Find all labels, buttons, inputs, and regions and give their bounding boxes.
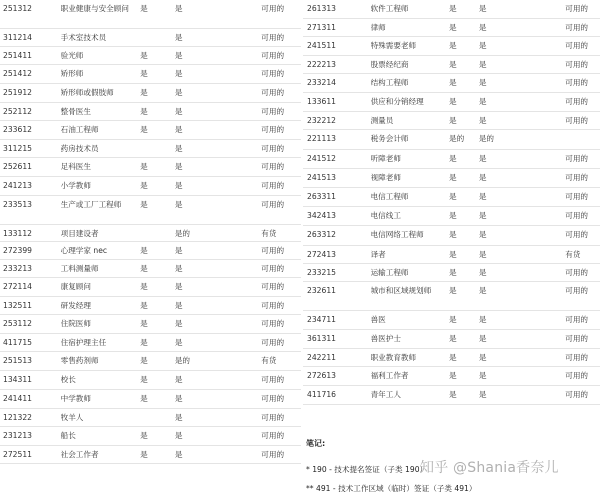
left-occupation-table [0,0,301,464]
table-row [0,177,301,196]
occupation-code: 231213 [3,431,32,440]
occupation-title: 住宿护理主任 [60,338,107,347]
eligibility-190: 是 [449,116,457,125]
table-row [303,19,600,37]
occupation-code: 361311 [307,334,336,343]
availability-status: 可用的 [565,116,589,125]
occupation-code: 261313 [307,4,336,13]
table-row [0,427,301,446]
table-row [0,0,301,29]
eligibility-190: 是 [140,51,148,60]
availability-status: 可用的 [261,88,285,97]
occupation-title: 测量员 [370,116,394,125]
availability-status: 可用的 [565,192,589,201]
occupation-title: 住院医师 [60,319,91,328]
eligibility-491: 是 [478,116,487,125]
eligibility-491: 是 [478,97,487,106]
occupation-title: 股票经纪商 [370,60,409,69]
occupation-code: 411715 [3,338,32,347]
availability-status: 可用的 [565,154,589,163]
table-row [303,112,600,130]
table-row [0,409,301,427]
availability-status: 可用的 [565,390,589,399]
occupation-code: 132511 [3,301,32,310]
availability-status: 可用的 [565,353,589,362]
eligibility-491: 是 [174,375,183,384]
table-row [0,352,301,371]
eligibility-190: 是 [449,353,457,362]
occupation-code: 242211 [307,353,336,362]
eligibility-491: 是的 [478,134,495,143]
table-row [0,225,301,242]
occupation-title: 船长 [60,431,76,440]
eligibility-190: 是的 [449,134,465,143]
eligibility-190: 是 [140,431,148,440]
occupation-title: 足科医生 [60,162,91,171]
availability-status: 可用的 [261,450,285,459]
eligibility-491: 是 [478,334,487,343]
occupation-code: 233612 [3,125,32,134]
occupation-title: 视障老师 [370,173,401,182]
occupation-title: 心理学家 nec [60,246,108,255]
availability-status: 可用的 [261,200,285,209]
eligibility-190: 是 [140,246,148,255]
occupation-code: 251513 [3,356,32,365]
eligibility-190: 是 [140,375,148,384]
eligibility-190 [140,409,175,412]
eligibility-491: 是 [478,41,487,50]
eligibility-190: 是 [449,97,457,106]
eligibility-190: 是 [449,371,457,380]
occupation-title: 验光师 [60,51,84,60]
occupation-code: 342413 [307,211,336,220]
availability-status: 有货 [261,356,277,365]
table-row [303,282,600,311]
eligibility-190 [140,29,175,32]
table-row [303,330,600,349]
availability-status: 可用的 [565,211,589,220]
availability-status: 可用的 [261,107,285,116]
table-row [0,334,301,352]
availability-status: 可用的 [261,413,285,422]
occupation-code: 134311 [3,375,32,384]
availability-status: 可用的 [565,4,589,13]
occupation-code: 252112 [3,107,32,116]
availability-status: 可用的 [261,162,285,171]
table-row [0,121,301,140]
eligibility-491: 是 [174,107,183,116]
eligibility-491: 是 [174,162,183,171]
eligibility-491: 是 [174,69,183,78]
eligibility-491: 是 [478,154,487,163]
eligibility-491: 是 [174,125,183,134]
availability-status: 可用的 [565,286,589,295]
eligibility-190: 是 [449,390,457,399]
eligibility-491: 是 [174,301,183,310]
eligibility-491: 是 [478,315,487,324]
table-row [303,0,600,19]
availability-status: 可用的 [565,315,589,324]
occupation-code: 251312 [3,4,32,13]
occupation-code: 252611 [3,162,32,171]
eligibility-190: 是 [449,4,457,13]
table-row [303,74,600,93]
eligibility-491: 是 [174,413,183,422]
table-row [303,188,600,207]
eligibility-190: 是 [140,319,148,328]
occupation-title: 电信工程师 [370,192,409,201]
occupation-code: 271311 [307,23,336,32]
eligibility-491: 是 [174,450,183,459]
occupation-code: 232212 [307,116,336,125]
occupation-code: 263311 [307,192,336,201]
occupation-code: 272114 [3,282,32,291]
eligibility-190 [140,140,175,143]
eligibility-491: 是 [478,371,487,380]
eligibility-190: 是 [140,69,148,78]
occupation-title: 电信网络工程师 [370,230,424,239]
eligibility-190: 是 [140,88,148,97]
availability-status: 可用的 [261,125,285,134]
eligibility-190: 是 [449,286,457,295]
eligibility-190: 是 [140,107,148,116]
eligibility-491: 是 [174,394,183,403]
occupation-code: 251912 [3,88,32,97]
table-row [303,367,600,386]
eligibility-190: 是 [449,268,457,277]
watermark-text: 知乎 @Shania香奈儿 [420,460,559,476]
note-line-491: ** 491 - 技术工作区域（临时）签证（子类 491） [306,484,477,493]
occupation-code: 234711 [307,315,336,324]
availability-status: 可用的 [261,264,285,273]
availability-status: 可用的 [261,375,285,384]
eligibility-190: 是 [449,154,457,163]
occupation-title: 项目建设者 [60,229,99,238]
availability-status: 可用的 [261,51,285,60]
occupation-title: 社会工作者 [60,450,99,459]
occupation-title: 特殊需要老师 [370,41,417,50]
occupation-code: 241411 [3,394,32,403]
eligibility-190: 是 [449,60,457,69]
note-line-190: * 190 - 技术提名签证（子类 190） [306,465,428,474]
eligibility-491: 是 [478,230,487,239]
table-row [303,56,600,74]
occupation-title: 律师 [370,23,386,32]
occupation-code: 272613 [307,371,336,380]
table-row [303,311,600,330]
eligibility-190: 是 [449,41,457,50]
eligibility-491: 是 [478,286,487,295]
table-row [0,29,301,47]
occupation-title: 康复顾问 [60,282,91,291]
eligibility-190: 是 [449,315,457,324]
eligibility-190: 是 [449,78,457,87]
occupation-title: 工料测量师 [60,264,99,273]
availability-status: 可用的 [261,431,285,440]
occupation-code: 411716 [307,390,336,399]
table-row [303,226,600,246]
eligibility-491: 是 [174,431,183,440]
table-row [303,386,600,405]
eligibility-491: 是 [174,246,183,255]
occupation-code: 121322 [3,413,32,422]
occupation-title: 手术室技术员 [60,33,107,42]
eligibility-190: 是 [449,334,457,343]
occupation-code: 272511 [3,450,32,459]
availability-status: 可用的 [261,246,285,255]
table-row [303,246,600,264]
occupation-code: 241512 [307,154,336,163]
eligibility-190: 是 [140,162,148,171]
table-row [303,264,600,282]
occupation-code: 272399 [3,246,32,255]
availability-status: 可用的 [261,319,285,328]
table-row [0,103,301,121]
table-row [0,65,301,84]
eligibility-491: 是 [478,192,487,201]
right-occupation-table [303,0,600,405]
availability-status: 可用的 [565,41,589,50]
eligibility-491: 是的 [174,356,191,365]
table-row [303,37,600,56]
eligibility-491: 是 [174,51,183,60]
eligibility-491: 是 [478,78,487,87]
availability-status: 可用的 [261,181,285,190]
eligibility-491: 是 [478,250,487,259]
occupation-code: 263312 [307,230,336,239]
occupation-title: 兽医 [370,315,386,324]
table-row [0,390,301,409]
occupation-title: 石油工程师 [60,125,99,134]
eligibility-190: 是 [140,394,148,403]
table-row [303,207,600,226]
occupation-code: 272413 [307,250,336,259]
availability-status: 可用的 [565,60,589,69]
eligibility-491: 是 [478,60,487,69]
occupation-code: 241213 [3,181,32,190]
eligibility-190 [140,225,175,228]
availability-status: 可用的 [565,230,589,239]
occupation-title: 听障老师 [370,154,401,163]
availability-status: 可用的 [261,4,285,13]
occupation-code: 251411 [3,51,32,60]
eligibility-491: 是 [478,4,487,13]
occupation-title: 小学教师 [60,181,91,190]
eligibility-491: 是 [478,23,487,32]
eligibility-491: 是 [478,173,487,182]
occupation-code: 241513 [307,173,336,182]
occupation-title: 生产或工厂工程师 [60,200,122,209]
table-row [303,349,600,367]
availability-status: 可用的 [565,173,589,182]
eligibility-190: 是 [449,173,457,182]
eligibility-190: 是 [140,338,148,347]
eligibility-190: 是 [449,192,457,201]
occupation-title: 供应和分销经理 [370,97,424,106]
occupation-code: 311214 [3,33,32,42]
table-row [0,315,301,334]
occupation-code: 233214 [307,78,336,87]
table-row [0,278,301,297]
occupation-title: 职业教育教师 [370,353,417,362]
availability-status: 可用的 [565,23,589,32]
occupation-code: 232611 [307,286,336,295]
occupation-code: 233215 [307,268,336,277]
occupation-code: 222213 [307,60,336,69]
eligibility-491: 是 [174,282,183,291]
occupation-title: 校长 [60,375,76,384]
eligibility-190: 是 [140,125,148,134]
occupation-code: 221113 [307,134,336,143]
eligibility-491: 是的 [174,229,191,238]
eligibility-190: 是 [449,211,457,220]
availability-status: 可用的 [261,69,285,78]
table-row [0,47,301,65]
eligibility-190: 是 [449,250,457,259]
availability-status: 有货 [565,250,581,259]
occupation-title: 零售药剂师 [60,356,99,365]
occupation-code: 233213 [3,264,32,273]
eligibility-491: 是 [478,390,487,399]
occupation-title: 研发经理 [60,301,91,310]
occupation-title: 结构工程师 [370,78,409,87]
table-row [0,446,301,464]
occupation-title: 税务会计师 [370,134,409,143]
occupation-title: 运输工程师 [370,268,409,277]
occupation-title: 兽医护士 [370,334,401,343]
occupation-code: 251412 [3,69,32,78]
occupation-code: 233513 [3,200,32,209]
eligibility-491: 是 [174,264,183,273]
eligibility-190: 是 [140,356,148,365]
eligibility-190: 是 [140,181,148,190]
eligibility-190: 是 [449,230,457,239]
availability-status: 可用的 [261,144,285,153]
occupation-code: 311215 [3,144,32,153]
availability-status: 可用的 [261,33,285,42]
table-row [0,260,301,278]
occupation-title: 矫形师 [60,69,84,78]
availability-status: 可用的 [565,97,589,106]
occupation-title: 福利工作者 [370,371,409,380]
availability-status: 有货 [261,229,277,238]
eligibility-491: 是 [174,338,183,347]
occupation-title: 矫形师或假肢师 [60,88,114,97]
eligibility-190: 是 [140,4,148,13]
eligibility-491: 是 [174,144,183,153]
eligibility-491: 是 [174,200,183,209]
eligibility-491: 是 [478,353,487,362]
availability-status: 可用的 [565,334,589,343]
occupation-title: 青年工人 [370,390,401,399]
occupation-title: 软件工程师 [370,4,409,13]
eligibility-491: 是 [478,268,487,277]
occupation-title: 城市和区域规划师 [370,286,432,295]
table-row [0,158,301,177]
occupation-title: 电信线工 [370,211,401,220]
availability-status: 可用的 [261,301,285,310]
table-row [303,93,600,112]
table-row [0,371,301,390]
eligibility-491: 是 [174,33,183,42]
table-row [0,196,301,225]
notes-title: 笔记: [306,439,326,448]
eligibility-190: 是 [140,450,148,459]
table-row [303,169,600,188]
occupation-title: 整骨医生 [60,107,91,116]
eligibility-190: 是 [140,282,148,291]
occupation-code: 133611 [307,97,336,106]
occupation-title: 中学教师 [60,394,91,403]
eligibility-491: 是 [174,319,183,328]
table-row [0,242,301,260]
availability-status: 可用的 [261,394,285,403]
table-row [0,297,301,315]
availability-status: 可用的 [565,78,589,87]
availability-status: 可用的 [565,268,589,277]
occupation-code: 133112 [3,229,32,238]
eligibility-491: 是 [174,88,183,97]
eligibility-190: 是 [140,301,148,310]
occupation-title: 译者 [370,250,386,259]
occupation-code: 253112 [3,319,32,328]
eligibility-491: 是 [174,181,183,190]
table-row [0,140,301,158]
occupation-title: 药房技术员 [60,144,99,153]
table-row [303,130,600,150]
eligibility-491: 是 [478,211,487,220]
occupation-title: 职业健康与安全顾问 [60,4,129,13]
table-row [303,150,600,169]
availability-status [565,130,600,133]
availability-status: 可用的 [261,338,285,347]
eligibility-491: 是 [174,4,183,13]
eligibility-190: 是 [140,200,148,209]
availability-status: 可用的 [565,371,589,380]
occupation-title: 牧羊人 [60,413,84,422]
table-row [0,84,301,103]
occupation-code: 241511 [307,41,336,50]
availability-status: 可用的 [261,282,285,291]
eligibility-190: 是 [140,264,148,273]
eligibility-190: 是 [449,23,457,32]
